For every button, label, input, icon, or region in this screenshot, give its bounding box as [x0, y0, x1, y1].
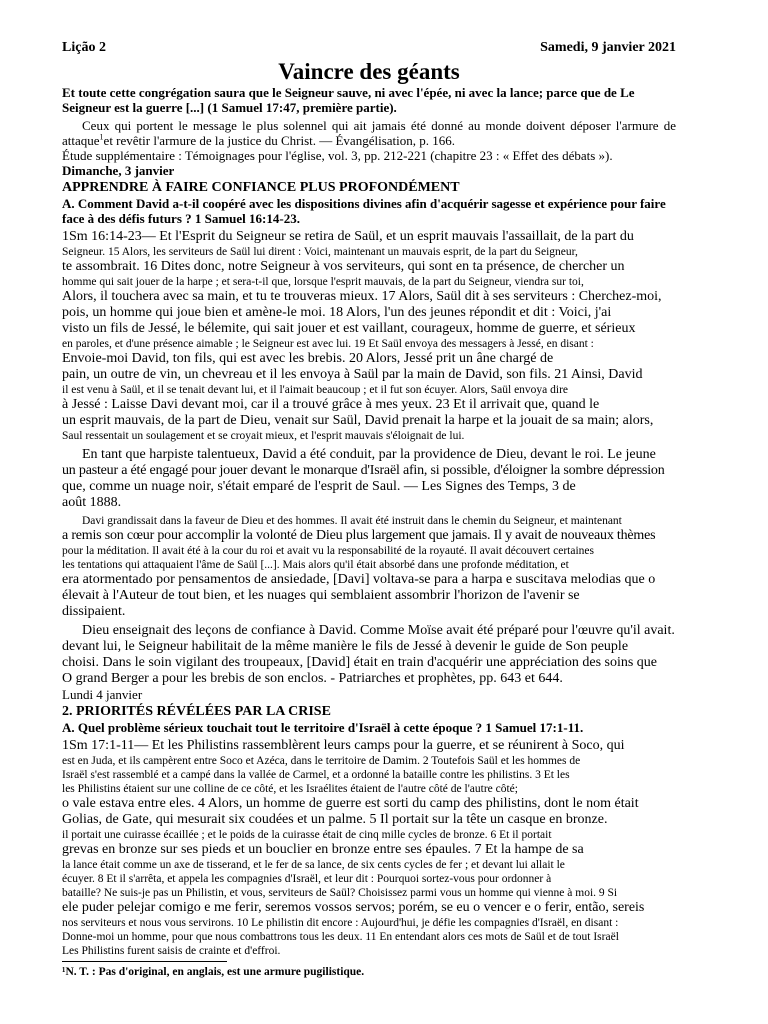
- verse-line: 1Sm 16:14-23— Et l'Esprit du Seigneur se retira de Saül, et un esprit mauvais l'assaillait, de la part du: [62, 229, 634, 244]
- day2-section-title: 2. PRIORITÉS RÉVÉLÉES PAR LA CRISE: [62, 704, 331, 719]
- text-line: dissipaient.: [62, 604, 126, 619]
- verse-line: Envoie-moi David, ton fils, qui est avec les brebis. 20 Alors, Jessé prit un âne chargé de: [62, 351, 554, 366]
- verse-line: à Jessé : Laisse Davi devant moi, car il a trouvé grâce à mes yeux. 23 Et il arrivait que, quand le: [62, 397, 600, 412]
- commentary-1: [62, 447, 676, 511]
- verse-line: en paroles, et d'une présence aimable ; le Seigneur est avec lui. 19 Et Saül envoya des messagers à Jessé, en disant :: [62, 338, 594, 350]
- footnote: ¹N. T. : Pas d'original, en anglais, est une armure pugilistique.: [62, 966, 365, 978]
- text-line: pour la méditation. Il avait été à la cour du roi et avait vu la responsabilité de la royauté. Il avait découvert certaines: [62, 545, 594, 557]
- verse-line: écuyer. 8 Et il s'arrêta, et appela les compagnies d'Israël, et leur dit : Pourquoi sortez-vous pour ordonner à: [62, 873, 552, 885]
- day1-heading: Dimanche, 3 janvier: [62, 163, 175, 178]
- day2-verse-block: [62, 738, 676, 958]
- lesson-page: [62, 40, 676, 958]
- text-line: devant lui, le Seigneur habilitait de la même manière le fils de Jessé à devenir le guide de Son peuple: [62, 639, 629, 654]
- verse-line: est en Juda, et ils campèrent entre Soco et Azéca, dans le territoire de Damim. 2 Toutefois Saül et les hommes de: [62, 755, 581, 767]
- verse-line: Donne-moi un homme, pour que nous combattrons tous les deux. 11 En entendant alors ces mots de Saül et de tout Israël: [62, 931, 619, 943]
- verse-line: la lance était comme un axe de tisserand, et le fer de sa lance, de six cents cycles de fer ; et devant lui allait le: [62, 859, 565, 871]
- text-line: Davi grandissait dans la faveur de Dieu et des hommes. Il avait été instruit dans le chemin du Seigneur, et maintenant: [82, 515, 622, 527]
- verse-line: Alors, il touchera avec sa main, et tu te trouveras mieux. 17 Alors, Saül dit à ses serviteurs : Cherchez-moi,: [62, 289, 662, 304]
- text-line: O grand Berger a pour les brebis de son enclos. - Patriarches et prophètes, pp. 643 et 644.: [62, 671, 563, 686]
- day2-heading: Lundi 4 janvier: [62, 687, 143, 702]
- text-line: les tentations qui attaquaient l'âme de Saül [...]. Mais alors qu'il était absorbé dans une profonde méditation, et: [62, 559, 569, 571]
- verse-line: pain, un outre de vin, un chevreau et il les envoya à Saül par la main de David, son fils. 21 Ainsi, David: [62, 367, 643, 382]
- intro-quote-part-a: Ceux qui portent le message le plus solennel qui ait jamais été donné au monde doivent déposer l'armure de attaque: [62, 118, 676, 148]
- memory-verse: Et toute cette congrégation saura que le Seigneur sauve, ni avec l'épée, ni avec la lance; parce que de Le Seigneur est la guerre [...] (1 Samuel 17:47, première partie).: [62, 85, 635, 115]
- page-header: [62, 40, 676, 58]
- verse-line: 1Sm 17:1-11— Et les Philistins rassemblèrent leurs camps pour la guerre, et se réunirent à Soco, qui: [62, 738, 625, 753]
- text-line: un pasteur a été engagé pour jouer devant le monarque d'Israël afin, si possible, d'éloigner la sombre dépression: [62, 463, 665, 478]
- footnote-divider: [62, 961, 227, 962]
- verse-line: Golias, de Gate, qui mesurait six coudées et un palme. 5 Il portait sur la tête un casque en bronze.: [62, 812, 608, 827]
- day1-section-title: APPRENDRE À FAIRE CONFIANCE PLUS PROFONDÉMENT: [62, 180, 460, 195]
- verse-line: Israël s'est rassemblé et a campé dans la vallée de Carmel, et a ordonné la bataille contre les philistins. 3 Et les: [62, 769, 570, 781]
- supplementary-study: Étude supplémentaire : Témoignages pour l'église, vol. 3, pp. 212-221 (chapitre 23 : « Effet des débats »).: [62, 148, 613, 163]
- verse-line: un esprit mauvais, de la part de Dieu, venait sur Saül, David prenait la harpe et la jouait de sa main; alors,: [62, 413, 654, 428]
- verse-line: Seigneur. 15 Alors, les serviteurs de Saül lui dirent : Voici, maintenant un mauvais esprit, de la part du Seigneur,: [62, 246, 578, 258]
- lesson-date: Samedi, 9 janvier 2021: [540, 40, 676, 55]
- text-line: élevait à l'Auteur de tout bien, et les nuages qui semblaient assombrir l'horizon de l'avenir se: [62, 588, 580, 603]
- verse-line: te assombrait. 16 Dites donc, notre Seigneur à vos serviteurs, qui sont en ta présence, de chercher un: [62, 259, 625, 274]
- verse-line: grevas en bronze sur ses pieds et un bouclier en bronze entre ses épaules. 7 Et la hampe de sa: [62, 842, 584, 857]
- verse-line: nos serviteurs et nous vous servirons. 10 Le philistin dit encore : Aujourd'hui, je défie les compagnies d'Israël, en disant :: [62, 917, 619, 929]
- verse-line: pois, un homme qui joue bien et amène-le moi. 18 Alors, l'un des jeunes répondit et dit : Voici, j'ai: [62, 305, 612, 320]
- text-line: choisi. Dans le soin vigilant des troupeaux, [David] était en train d'acquérir une appréciation des soins que: [62, 655, 658, 670]
- text-line: que, comme un nuage noir, s'était emparé de l'esprit de Saul. — Les Signes des Temps, 3 de: [62, 479, 576, 494]
- footnote-marker: 1: [99, 132, 104, 142]
- verse-line: o vale estava entre eles. 4 Alors, un homme de guerre est sorti du camp des philistins, dont le nom était: [62, 796, 639, 811]
- day1-verse-block: [62, 229, 676, 443]
- text-line: En tant que harpiste talentueux, David a été conduit, par la providence de Dieu, devant le roi. Le jeune: [82, 447, 656, 462]
- day2-question: A. Quel problème sérieux touchait tout le territoire d'Israël à cette époque ? 1 Samuel 17:1-11.: [62, 720, 584, 735]
- day1-question: A. Comment David a-t-il coopéré avec les dispositions divines afin d'acquérir sagesse et expérience pour faire face à des défis futurs ? 1 Samuel 16:14-23.: [62, 196, 666, 226]
- text-line: a remis son cœur pour accomplir la volonté de Dieu plus largement que jamais. Il y avait de nouveaux thèmes: [62, 528, 656, 543]
- text-line: era atormentado por pensamentos de ansiedade, [Davi] voltava-se para a harpa e suscitava melodias que o: [62, 572, 656, 587]
- verse-line: ele puder pelejar comigo e me ferir, seremos vossos servos; porém, se eu o vencer e o ferir, então, sereis: [62, 900, 645, 915]
- verse-line: Saul ressentait un soulagement et se croyait mieux, et l'esprit mauvais s'éloignait de lui.: [62, 430, 465, 442]
- verse-line: homme qui sait jouer de la harpe ; et sera-t-il que, lorsque l'esprit mauvais, de la part du Seigneur, viendra sur toi,: [62, 276, 584, 288]
- lesson-number: Lição 2: [62, 40, 106, 55]
- verse-line: visto un fils de Jessé, le bélemite, qui sait jouer et est vaillant, courageux, homme de guerre, et sérieux: [62, 321, 636, 336]
- intro-quote: [62, 118, 676, 148]
- text-line: Dieu enseignait des leçons de confiance à David. Comme Moïse avait été préparé pour l'œuvre qu'il avait.: [82, 623, 675, 638]
- page-title: Vaincre des géants: [278, 59, 460, 84]
- verse-line: les Philistins étaient sur une colline de ce côté, et les Israélites étaient de l'autre côté de l'autre côté;: [62, 783, 518, 795]
- intro-quote-part-b: et revêtir l'armure de la justice du Christ. — Évangélisation, p. 166.: [103, 133, 455, 148]
- commentary-3: [62, 623, 676, 687]
- text-line: août 1888.: [62, 495, 122, 510]
- verse-line: il est venu à Saül, et il se tenait devant lui, et il l'aimait beaucoup ; et il fut son écuyer. Alors, Saül envoya dire: [62, 384, 569, 396]
- commentary-2: [62, 514, 676, 620]
- verse-line: Les Philistins furent saisis de crainte et d'effroi.: [62, 945, 281, 957]
- verse-line: bataille? Ne suis-je pas un Philistin, et vous, serviteurs de Saül? Choisissez parmi vous un homme qui vienne à moi. 9 Si: [62, 887, 618, 899]
- verse-line: il portait une cuirasse écaillée ; et le poids de la cuirasse était de cinq mille cycles de bronze. 6 Et il portait: [62, 829, 552, 841]
